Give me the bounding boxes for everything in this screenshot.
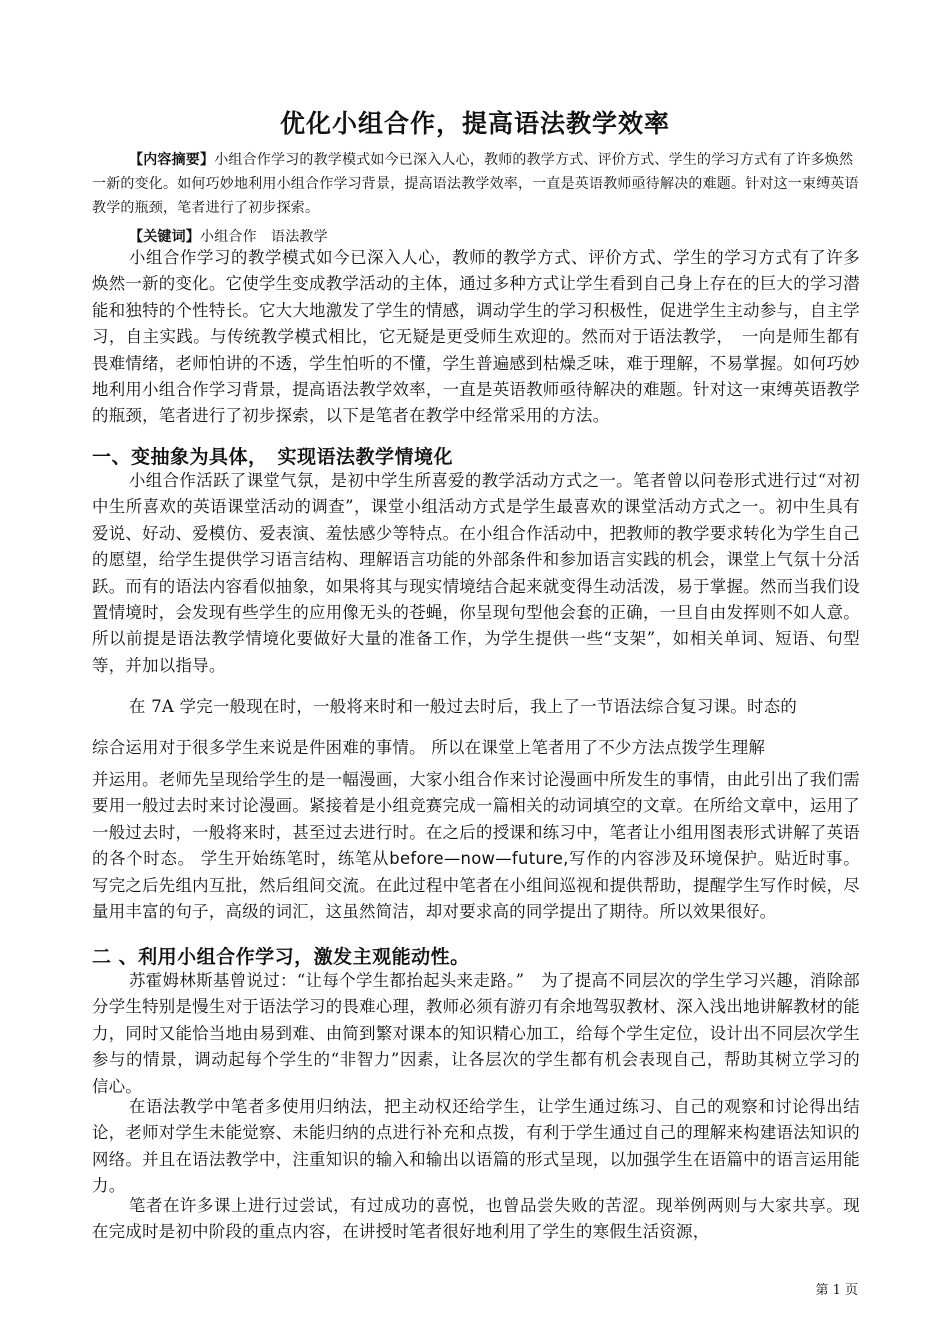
section2-paragraph-1 [92,968,860,1100]
abstract [92,148,862,220]
intro-text: 小组合作学习的教学模式如今已深入人心，教师的教学方式、评价方式、学生的学习方式有了许多焕然一新的变化。它使学生变成教学活动的主体，通过多种方式让学生看到自己身上存在的巨大的学习潜能和独特的个性特长。它大大地激发了学生的情感，调动学生的学习积极性，促进学生主动参与，自主学习，自主实践。与传统教学模式相比，它无疑是更受师生欢迎的。然而对于语法教学， 一向是师生都有畏难情绪，老师怕讲的不透，学生怕听的不懂，学生普遍感到枯燥乏味，难于理解，不易掌握。如何巧妙地利用小组合作学习背景，提高语法教学效率，一直是英语教师亟待解决的难题。针对这一束缚英语教学的瓶颈，笔者进行了初步探索，以下是笔者在教学中经常采用的方法。 [92,248,860,426]
section1-p2-line1: 在 7A 学完一般现在时，一般将来时和一般过去时后，我上了一节语法综合复习课。时态的 [129,697,798,716]
intro-paragraph [92,245,860,430]
section1-paragraph-2-line1 [92,694,860,720]
section1-paragraph-2-rest [92,767,860,925]
keywords-text: 小组合作 语法教学 [200,229,328,245]
section1-p2-english: before—now—future, [389,849,569,869]
section1-p2-line2: 综合运用对于很多学生来说是件困难的事情。 所以在课堂上笔者用了不少方法点拨学生理解 [92,738,766,757]
section1-p2-text-a: 并运用。老师先呈现给学生的是一幅漫画，大家小组合作来讨论漫画中所发生的事情，由此引出了我们需要用一般过去时来讨论漫画。紧接着是小组竞赛完成一篇相关的动词填空的文章。在所给文章中，运用了一般过去时，一般将来时，甚至过去进行时。在之后的授课和练习中，笔者让小组用图表形式讲解了英语的各个时态。 学生开始练笔时，练笔从 [92,770,860,869]
section2-p2-text: 在语法教学中笔者多使用归纳法，把主动权还给学生，让学生通过练习、自己的观察和讨论得出结论，老师对学生未能觉察、未能归纳的点进行补充和点拨，有利于学生通过自己的理解来构建语法知识的网络。并且在语法教学中，注重知识的输入和输出以语篇的形式呈现，以加强学生在语篇中的语言运用能力。 [92,1097,860,1196]
section2-paragraph-3 [92,1193,860,1246]
page-number: 第 1 页 [815,1283,858,1298]
section1-p2-text-b: 写作的内容涉及环境保护。贴近时事。写完之后先组内互批，然后组间交流。在此过程中笔者在小组间巡视和提供帮助，提醒学生写作时候，尽量用丰富的句子，高级的词汇，这虽然简洁，却对要求高的同学提出了期待。所以效果很好。 [92,849,861,922]
section2-p1-text: 苏霍姆林斯基曾说过：“让每个学生都抬起头来走路。” 为了提高不同层次的学生学习兴趣，消除部分学生特别是慢生对于语法学习的畏难心理，教师必须有游刃有余地驾驭教材、深入浅出地讲解教材的能力，同时又能恰当地由易到难、由简到繁对课本的知识精心加工，给每个学生定位，设计出不同层次学生参与的情景，调动起每个学生的“非智力”因素，让各层次的学生都有机会表现自己，帮助其树立学习的信心。 [92,971,860,1096]
section1-paragraph-1 [92,468,860,679]
abstract-text: 小组合作学习的教学模式如今已深入人心，教师的教学方式、评价方式、学生的学习方式有了许多焕然一新的变化。如何巧妙地利用小组合作学习背景，提高语法教学效率，一直是英语教师亟待解决的难题。针对这一束缚英语教学的瓶颈，笔者进行了初步探索。 [92,152,859,216]
section1-p1-text: 小组合作活跃了课堂气氛，是初中学生所喜爱的教学活动方式之一。笔者曾以问卷形式进行过“对初中生所喜欢的英语课堂活动的调查”，课堂小组活动方式是学生最喜欢的课堂活动方式之一。初中生具有爱说、好动、爱模仿、爱表演、羞怯感少等特点。在小组合作活动中，把教师的教学要求转化为学生自己的愿望，给学生提供学习语言结构、理解语言功能的外部条件和参加语言实践的机会，课堂上气氛十分活跃。而有的语法内容看似抽象，如果将其与现实情境结合起来就变得生动活泼，易于掌握。然而当我们设置情境时，会发现有些学生的应用像无头的苍蝇，你呈现句型他会套的正确，一旦自由发挥则不如人意。所以前提是语法教学情境化要做好大量的准备工作，为学生提供一些“支架”，如相关单词、短语、句型等，并加以指导。 [92,471,860,675]
section2-p3-text: 笔者在许多课上进行过尝试，有过成功的喜悦，也曾品尝失败的苦涩。现举例两则与大家共享。现在完成时是初中阶段的重点内容，在讲授时笔者很好地利用了学生的寒假生活资源， [92,1196,860,1242]
section-heading-2: 二 、利用小组合作学习，激发主观能动性。 [92,946,470,968]
page-title: 优化小组合作，提高语法教学效率 [279,109,670,138]
section1-paragraph-2-line2 [92,735,860,761]
section2-paragraph-2 [92,1094,860,1200]
abstract-label: 【内容摘要】 [129,152,215,168]
keywords-label: 【关键词】 [129,229,200,245]
section-heading-1: 一、变抽象为具体， 实现语法教学情境化 [92,446,454,468]
